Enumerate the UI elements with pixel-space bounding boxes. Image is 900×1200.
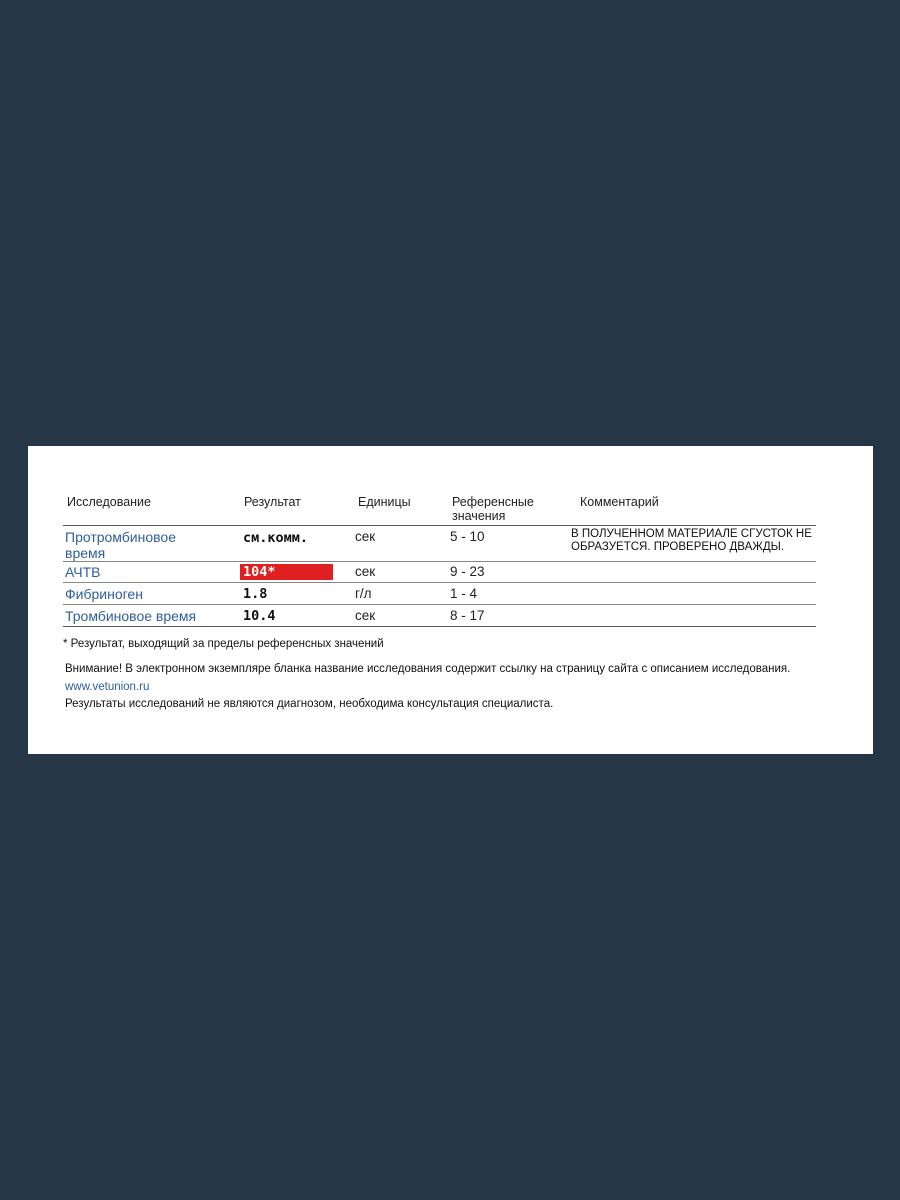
attention-note: Внимание! В электронном экземпляре бланка название исследования содержит ссылку на страницу сайта с описанием исследования. <box>65 663 791 675</box>
result-value: 10.4 <box>243 608 276 624</box>
result-value: см.комм. <box>243 530 309 546</box>
units-value: сек <box>355 529 376 544</box>
table-bottom-rule <box>63 626 816 627</box>
units-value: сек <box>355 564 376 579</box>
test-name-line2: время <box>65 545 106 561</box>
lab-results-sheet <box>28 446 873 754</box>
test-link-aptt[interactable]: АЧТВ <box>65 564 101 580</box>
test-link-prothrombin-time[interactable] <box>65 529 176 561</box>
reference-range: 5 - 10 <box>450 529 485 544</box>
header-units: Единицы <box>358 495 411 509</box>
footnote-out-of-range: * Результат, выходящий за пределы референсных значений <box>63 638 384 650</box>
test-link-thrombin-time[interactable]: Тромбиновое время <box>65 608 197 624</box>
row-divider <box>63 582 816 583</box>
disclaimer-note: Результаты исследований не являются диагнозом, необходима консультация специалиста. <box>65 698 554 710</box>
header-reference-line1: Референсные <box>452 495 534 509</box>
test-name-line1: Протромбиновое <box>65 529 176 545</box>
header-divider <box>63 525 816 526</box>
result-value-flagged: 104* <box>240 564 333 580</box>
reference-range: 1 - 4 <box>450 586 478 601</box>
header-test: Исследование <box>67 495 151 509</box>
header-reference-line2: значения <box>452 509 506 523</box>
reference-range: 8 - 17 <box>450 608 485 623</box>
header-result: Результат <box>244 495 301 509</box>
units-value: г/л <box>355 586 372 601</box>
result-value: 1.8 <box>243 586 268 602</box>
row-divider <box>63 561 816 562</box>
units-value: сек <box>355 608 376 623</box>
website-link[interactable]: www.vetunion.ru <box>65 681 150 693</box>
row-divider <box>63 604 816 605</box>
reference-range: 9 - 23 <box>450 564 485 579</box>
header-comment: Комментарий <box>580 495 659 509</box>
comment-text: В ПОЛУЧЕННОМ МАТЕРИАЛЕ СГУСТОК НЕ ОБРАЗУЕТСЯ. ПРОВЕРЕНО ДВАЖДЫ. <box>571 528 812 553</box>
header-reference <box>452 495 534 523</box>
test-link-fibrinogen[interactable]: Фибриноген <box>65 586 143 602</box>
